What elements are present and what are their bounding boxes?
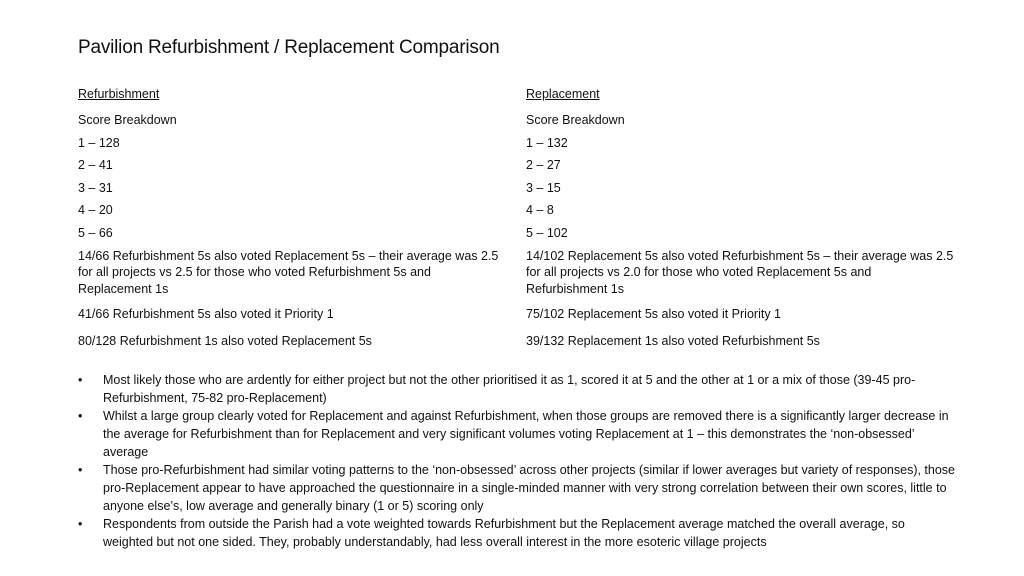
summary-bullet-list xyxy=(78,371,958,551)
bullet-text: Whilst a large group clearly voted for Replacement and against Refurbishment, when those groups are removed there is a significantly larger decrease in the average for Refurbishment than for Replacement and very significant volumes voting Replacement at 1 – this demonstrates the ‘non-obsessed’ average xyxy=(103,409,949,459)
refurbishment-score-5: 5 – 66 xyxy=(78,225,113,240)
replacement-score-2: 2 – 27 xyxy=(526,158,561,173)
replacement-score-3: 3 – 15 xyxy=(526,180,561,195)
replacement-column xyxy=(526,86,956,360)
replacement-score-4: 4 – 8 xyxy=(526,203,554,218)
replacement-note-average: 14/102 Replacement 5s also voted Refurbishment 5s – their average was 2.5 for all projects vs 2.0 for those who voted Replacement 5s and Refurbishment 1s xyxy=(526,248,954,296)
replacement-note-priority: 75/102 Replacement 5s also voted it Priority 1 xyxy=(526,307,781,322)
refurbishment-column xyxy=(78,86,508,360)
refurbishment-score-4: 4 – 20 xyxy=(78,203,113,218)
refurbishment-score-2: 2 – 41 xyxy=(78,158,113,173)
page-title: Pavilion Refurbishment / Replacement Comparison xyxy=(78,37,500,58)
refurbishment-heading: Refurbishment xyxy=(78,87,160,101)
refurbishment-note-average: 14/66 Refurbishment 5s also voted Replacement 5s – their average was 2.5 for all projects vs 2.5 for those who voted Refurbishment 5s and Replacement 1s xyxy=(78,248,499,296)
replacement-heading: Replacement xyxy=(526,87,600,101)
replacement-score-5: 5 – 102 xyxy=(526,225,568,240)
bullet-icon: • xyxy=(78,463,83,477)
bullet-item xyxy=(78,461,958,515)
refurbishment-note-priority: 41/66 Refurbishment 5s also voted it Priority 1 xyxy=(78,307,334,322)
refurbishment-note-cross-vote: 80/128 Refurbishment 1s also voted Replacement 5s xyxy=(78,334,372,349)
bullet-text: Those pro-Refurbishment had similar voting patterns to the ‘non-obsessed’ across other projects (similar if lower averages but variety of responses), those pro-Replacement appear to have approached the questionnaire in a single-minded manner with very strong correlation between their own scores, little to anyone else’s, low average and generally binary (1 or 5) scoring only xyxy=(103,463,956,513)
replacement-note-cross-vote: 39/132 Replacement 1s also voted Refurbishment 5s xyxy=(526,334,820,349)
bullet-item xyxy=(78,407,958,461)
refurbishment-breakdown-label: Score Breakdown xyxy=(78,113,177,127)
refurbishment-score-1: 1 – 128 xyxy=(78,135,120,150)
bullet-text: Respondents from outside the Parish had a vote weighted towards Refurbishment but the Replacement average matched the overall average, so weighted but not one sided. They, probably understandably, had less overall interest in the more esoteric village projects xyxy=(103,517,905,549)
refurbishment-score-3: 3 – 31 xyxy=(78,180,113,195)
bullet-icon: • xyxy=(78,409,83,423)
bullet-item xyxy=(78,515,958,551)
bullet-item xyxy=(78,371,958,407)
bullet-icon: • xyxy=(78,517,83,531)
bullet-icon: • xyxy=(78,373,83,387)
replacement-score-1: 1 – 132 xyxy=(526,135,568,150)
bullet-text: Most likely those who are ardently for either project but not the other prioritised it as 1, scored it at 5 and the other at 1 or a mix of those (39-45 pro-Refurbishment, 75-82 pro-Replacement) xyxy=(103,373,916,405)
replacement-breakdown-label: Score Breakdown xyxy=(526,113,625,127)
